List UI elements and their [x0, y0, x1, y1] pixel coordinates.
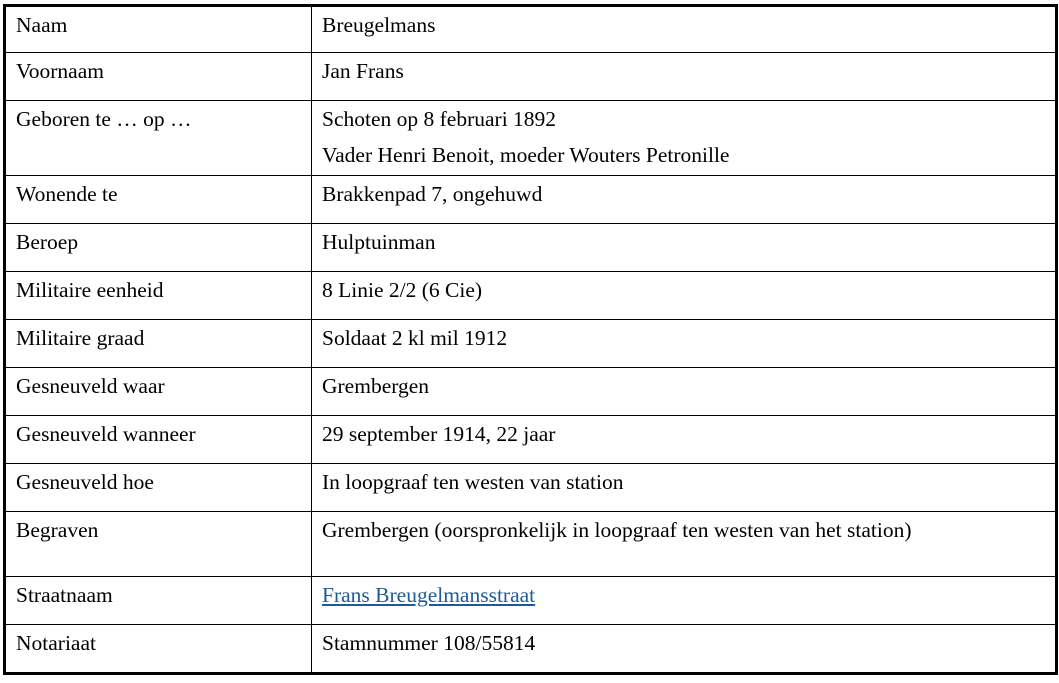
value-wonende: Brakkenpad 7, ongehuwd [312, 176, 1057, 224]
value-begraven: Grembergen (oorspronkelijk in loopgraaf ten westen van het station) [312, 512, 1057, 577]
value-beroep: Hulptuinman [312, 224, 1057, 272]
label-straatnaam: Straatnaam [5, 577, 312, 625]
label-wonende: Wonende te [5, 176, 312, 224]
label-gesneuveld-hoe: Gesneuveld hoe [5, 464, 312, 512]
row-gesneuveld-wanneer [5, 416, 1057, 464]
row-naam [5, 6, 1057, 53]
row-begraven [5, 512, 1057, 577]
value-geboren-line-2: Vader Henri Benoit, moeder Wouters Petronille [322, 143, 730, 167]
label-naam: Naam [5, 6, 312, 53]
row-straatnaam [5, 577, 1057, 625]
label-militaire-eenheid: Militaire eenheid [5, 272, 312, 320]
value-geboren [312, 101, 1057, 176]
value-notariaat: Stamnummer 108/55814 [312, 625, 1057, 674]
row-voornaam [5, 53, 1057, 101]
value-militaire-eenheid: 8 Linie 2/2 (6 Cie) [312, 272, 1057, 320]
row-militaire-eenheid [5, 272, 1057, 320]
record-table [3, 4, 1058, 675]
label-militaire-graad: Militaire graad [5, 320, 312, 368]
row-wonende [5, 176, 1057, 224]
label-geboren: Geboren te … op … [5, 101, 312, 176]
label-notariaat: Notariaat [5, 625, 312, 674]
value-gesneuveld-hoe: In loopgraaf ten westen van station [312, 464, 1057, 512]
label-beroep: Beroep [5, 224, 312, 272]
label-begraven: Begraven [5, 512, 312, 577]
value-gesneuveld-waar: Grembergen [312, 368, 1057, 416]
value-voornaam: Jan Frans [312, 53, 1057, 101]
value-militaire-graad: Soldaat 2 kl mil 1912 [312, 320, 1057, 368]
label-voornaam: Voornaam [5, 53, 312, 101]
straatnaam-link[interactable]: Frans Breugelmansstraat [322, 583, 536, 607]
label-gesneuveld-wanneer: Gesneuveld wanneer [5, 416, 312, 464]
row-gesneuveld-hoe [5, 464, 1057, 512]
row-notariaat [5, 625, 1057, 674]
label-gesneuveld-waar: Gesneuveld waar [5, 368, 312, 416]
value-naam: Breugelmans [312, 6, 1057, 53]
value-straatnaam [312, 577, 1057, 625]
row-militaire-graad [5, 320, 1057, 368]
row-beroep [5, 224, 1057, 272]
row-gesneuveld-waar [5, 368, 1057, 416]
value-gesneuveld-wanneer: 29 september 1914, 22 jaar [312, 416, 1057, 464]
value-geboren-line-1: Schoten op 8 februari 1892 [322, 107, 557, 131]
row-geboren [5, 101, 1057, 176]
